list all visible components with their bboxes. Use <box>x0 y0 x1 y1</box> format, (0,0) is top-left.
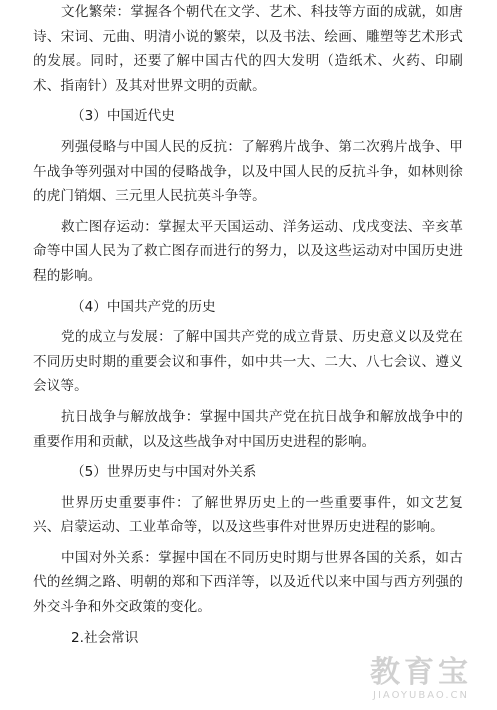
heading-social-common-sense: 2.社会常识 <box>71 629 139 646</box>
paragraph-world-events: 世界历史重要事件：了解世界历史上的一些重要事件，如文艺复兴、启蒙运动、工业革命等，以及这些事件对世界历史进程的影响。 <box>33 494 463 536</box>
heading-modern-history: （3）中国近代史 <box>71 108 175 125</box>
watermark-logo <box>351 656 491 702</box>
paragraph-wars: 抗日战争与解放战争：掌握中国共产党在抗日战争和解放战争中的重要作用和贡献，以及这些战争对中国历史进程的影响。 <box>33 408 463 450</box>
paragraph-founding: 党的成立与发展：了解中国共产党的成立背景、历史意义以及党在不同历史时期的重要会议和事件，如中共一大、二大、八七会议、遵义会议等。 <box>33 329 463 395</box>
watermark-sub-text: JIAOYUBAO.CN <box>373 690 469 701</box>
document-body <box>33 0 463 650</box>
paragraph-salvation: 救亡图存运动：掌握太平天国运动、洋务运动、戊戌变法、辛亥革命等中国人民为了救亡图存而进行的努力，以及这些运动对中国历史进程的影响。 <box>33 218 463 284</box>
watermark-main-text: 教育宝 <box>370 655 472 690</box>
paragraph-culture: 文化繁荣：掌握各个朝代在文学、艺术、科技等方面的成就，如唐诗、宋词、元曲、明清小说的繁荣，以及书法、绘画、雕塑等艺术形式的发展。同时，还要了解中国古代的四大发明（造纸术、火药、印刷术、指南针）及其对世界文明的贡献。 <box>33 4 463 94</box>
paragraph-aggression: 列强侵略与中国人民的反抗：了解鸦片战争、第二次鸦片战争、甲午战争等列强对中国的侵略战争，以及中国人民的反抗斗争，如林则徐的虎门销烟、三元里人民抗英斗争等。 <box>33 138 463 205</box>
heading-world-history: （5）世界历史与中国对外关系 <box>71 464 257 481</box>
heading-cpc-history: （4）中国共产党的历史 <box>71 298 216 315</box>
paragraph-foreign-relations: 中国对外关系：掌握中国在不同历史时期与世界各国的关系，如古代的丝绸之路、明朝的郑和下西洋等，以及近代以来中国与西方列强的外交斗争和外交政策的变化。 <box>33 549 463 616</box>
